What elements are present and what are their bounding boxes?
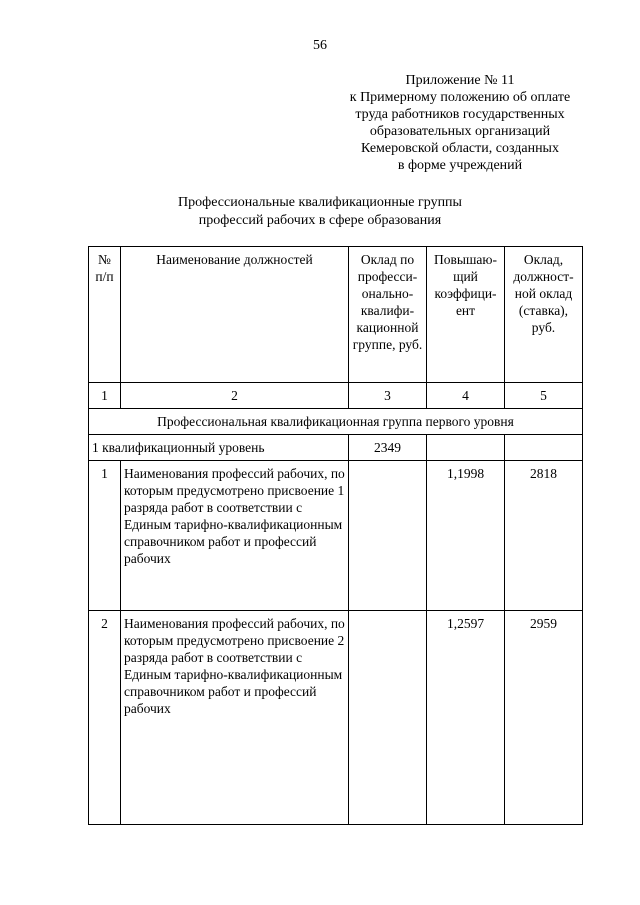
group-title: Профессиональная квалификационная группа первого уровня [89,409,583,435]
level-empty-cell [427,435,505,461]
header-name: Наименование должностей [121,247,349,383]
appendix-header [330,72,590,174]
level-base-salary: 2349 [349,435,427,461]
row-empty-cell [349,611,427,825]
document-title [0,194,640,230]
table-row [89,611,583,825]
appendix-line: к Примерному положению об оплате [349,90,571,105]
column-number: 5 [505,383,583,409]
header-coefficient: Повышаю-щий коэффици-ент [427,247,505,383]
table-header-row [89,247,583,383]
group-row [89,409,583,435]
row-name: Наименования профессий рабочих, по которым предусмотрено присвоение 1 разряда работ в соответствии с Единым тарифно-квалификационным справочником работ и профессий рабочих [121,461,349,611]
column-number: 1 [89,383,121,409]
qualification-table [88,246,583,825]
column-number: 2 [121,383,349,409]
row-num: 2 [89,611,121,825]
appendix-line: Кемеровской области, созданных [361,141,559,156]
appendix-line: в форме учреждений [397,158,523,173]
column-number: 4 [427,383,505,409]
table-row [89,461,583,611]
level-label: 1 квалификационный уровень [89,435,349,461]
row-num: 1 [89,461,121,611]
document-title-line: Профессиональные квалификационные группы [178,195,462,210]
appendix-line: труда работников государственных [355,107,565,122]
column-number-row [89,383,583,409]
row-coefficient: 1,2597 [427,611,505,825]
row-salary: 2818 [505,461,583,611]
row-coefficient: 1,1998 [427,461,505,611]
header-salary: Оклад, должност-ной оклад (ставка), руб. [505,247,583,383]
level-empty-cell [505,435,583,461]
level-row [89,435,583,461]
appendix-line: образовательных организаций [369,124,551,139]
header-num: № п/п [89,247,121,383]
column-number: 3 [349,383,427,409]
row-salary: 2959 [505,611,583,825]
header-base-salary: Оклад по професси-онально-квалифи-кационной группе, руб. [349,247,427,383]
row-empty-cell [349,461,427,611]
row-name: Наименования профессий рабочих, по которым предусмотрено присвоение 2 разряда работ в соответствии с Единым тарифно-квалификационным справочником работ и профессий рабочих [121,611,349,825]
appendix-line: Приложение № 11 [405,73,515,88]
page-number: 56 [313,38,327,53]
document-title-line: профессий рабочих в сфере образования [198,213,442,228]
